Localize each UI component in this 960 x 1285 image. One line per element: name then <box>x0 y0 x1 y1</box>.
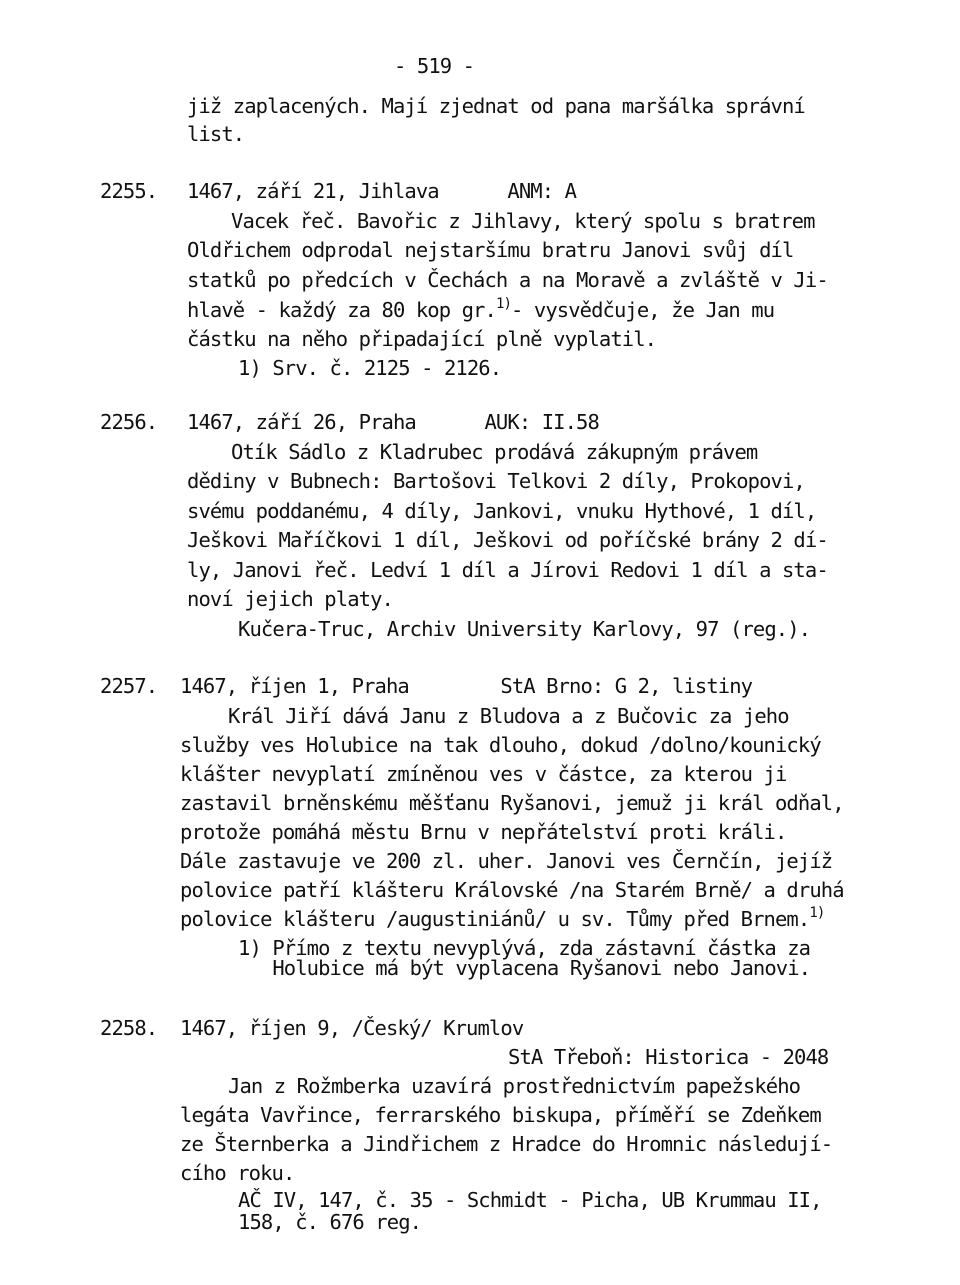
entry-body-line: hlavě - každý za 80 kop gr.$^{1)}$- vysvědčuje, že Jan mu <box>187 296 775 322</box>
entry-number: 2255. <box>100 179 158 203</box>
entry-body-line: zastavil brněnskému měšťanu Ryšanovi, jemuž ji král odňal, <box>180 791 844 815</box>
entry-body-line: polovice klášteru /augustiniánů/ u sv. Tůmy před Brnem.$^{1)}$ <box>180 905 825 931</box>
entry-header: 1467, říjen 9, /Český/ Krumlov <box>180 1016 524 1040</box>
archive-reference: StA Třeboň: Historica - 2048 <box>508 1045 829 1069</box>
footnote-ref: 1) <box>495 296 511 312</box>
intro-line: již zaplacených. Mají zjednat od pana maršálka správní <box>187 94 805 118</box>
entry-body-line: cího roku. <box>180 1161 295 1185</box>
entry-body-line: služby ves Holubice na tak dlouho, dokud /dolno/kounický <box>180 733 821 757</box>
entry-body-line: ly, Janovi řeč. Ledví 1 díl a Jírovi Redovi 1 díl a sta- <box>187 558 828 582</box>
footnote: Holubice má být vyplacena Ryšanovi nebo Janovi. <box>238 956 811 980</box>
entry-body-line: Vacek řeč. Bavořic z Jihlavy, který spolu s bratrem <box>231 209 815 233</box>
entry-body-line: Dále zastavuje ve 200 zl. uher. Janovi ves Černčín, jejíž <box>180 849 833 873</box>
entry-body-line: Ješkovi Maříčkovi 1 díl, Ješkovi od poříčské brány 2 dí- <box>187 528 828 552</box>
intro-line: list. <box>187 122 245 146</box>
entry-body-line: legáta Vavřince, ferrarského biskupa, příměří se Zdeňkem <box>180 1103 821 1127</box>
entry-header: 1467, září 26, Praha AUK: II.58 <box>187 410 599 434</box>
entry-number: 2258. <box>100 1016 158 1040</box>
entry-number: 2256. <box>100 410 158 434</box>
footnote-ref: 1) <box>809 905 825 921</box>
entry-body-line: noví jejich platy. <box>187 587 393 611</box>
entry-body-line: Otík Sádlo z Kladrubec prodává zákupným právem <box>231 440 758 464</box>
entry-body-line: částku na něho připadající plně vyplatil. <box>187 327 657 351</box>
entry-body-line: statků po předcích v Čechách a na Moravě a zvláště v Ji- <box>187 268 828 292</box>
entry-header: 1467, září 21, Jihlava ANM: A <box>187 179 577 203</box>
entry-body-line: Král Jiří dává Janu z Bludova a z Bučovic za jeho <box>228 704 789 728</box>
page-number: - 519 - <box>394 54 475 78</box>
footnote: 1) Srv. č. 2125 - 2126. <box>238 356 502 380</box>
footnote: 1) Přímo z textu nevyplývá, zda zástavní částka za <box>238 936 811 960</box>
entry-body-line: klášter nevyplatí zmíněnou ves v částce, za kterou ji <box>180 762 787 786</box>
citation: Kučera-Truc, Archiv University Karlovy, 97 (reg.). <box>238 617 811 641</box>
entry-body-line: dědiny v Bubnech: Bartošovi Telkovi 2 díly, Prokopovi, <box>187 469 805 493</box>
entry-body-line: polovice patří klášteru Královské /na Starém Brně/ a druhá <box>180 878 844 902</box>
citation: AČ IV, 147, č. 35 - Schmidt - Picha, UB Krummau II, <box>238 1188 822 1212</box>
entry-number: 2257. <box>100 674 158 698</box>
citation: 158, č. 676 reg. <box>238 1210 422 1234</box>
entry-body-line: Jan z Rožmberka uzavírá prostřednictvím papežského <box>228 1074 801 1098</box>
entry-body-line: protože pomáhá městu Brnu v nepřátelství proti králi. <box>180 820 787 844</box>
entry-body-line: ze Šternberka a Jindřichem z Hradce do Hromnic následují- <box>180 1132 833 1156</box>
entry-body-line: svému poddanému, 4 díly, Jankovi, vnuku Hythové, 1 díl, <box>187 499 817 523</box>
entry-body-line: Oldřichem odprodal nejstaršímu bratru Janovi svůj díl <box>187 238 794 262</box>
entry-header: 1467, říjen 1, Praha StA Brno: G 2, listiny <box>180 674 753 698</box>
